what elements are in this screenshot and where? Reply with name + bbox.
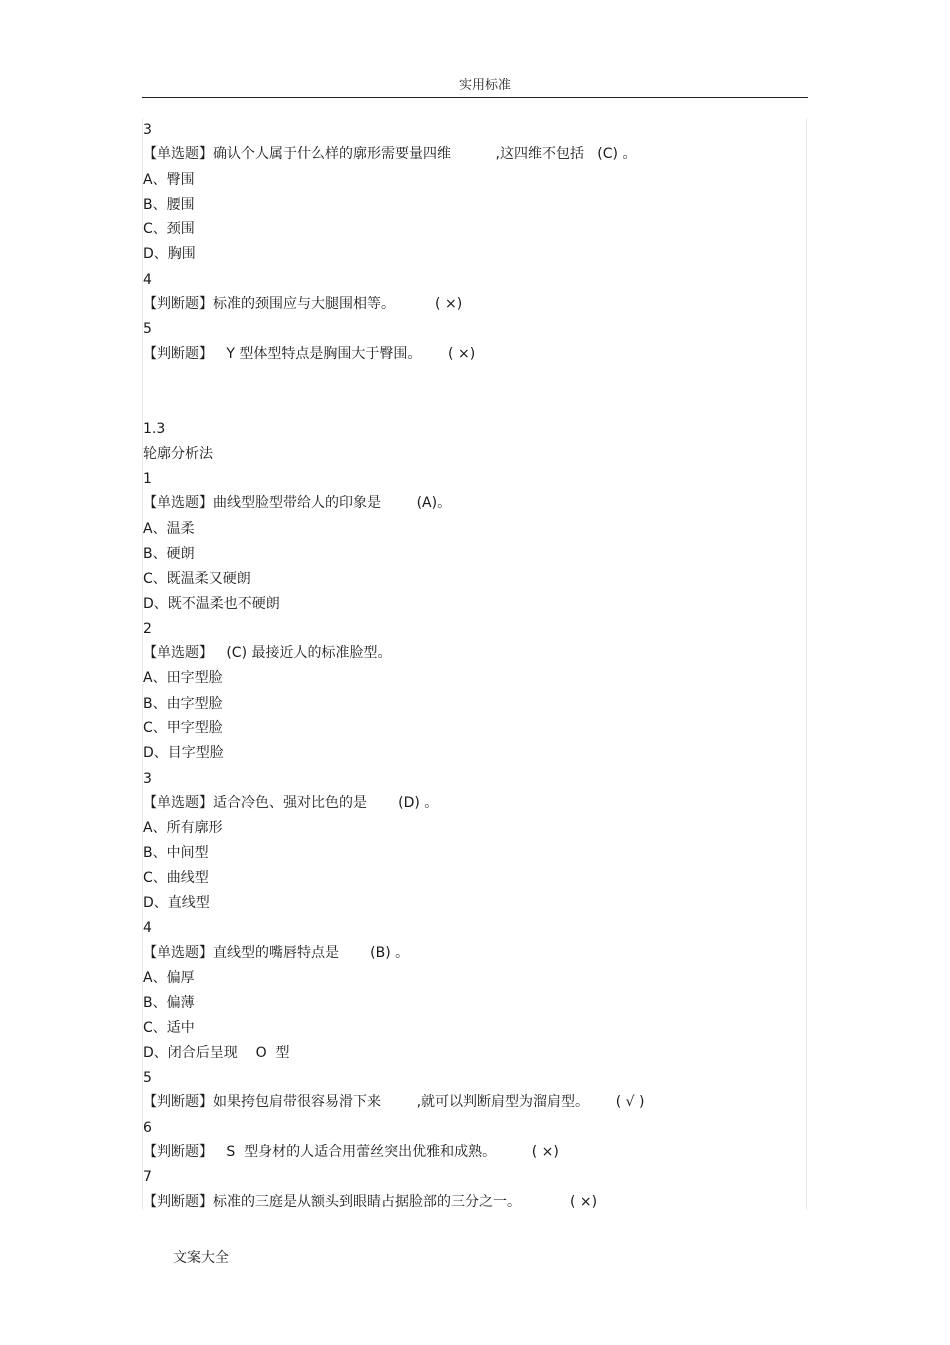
answer-option: B、偏薄 [143, 995, 195, 1011]
answer-option: D、闭合后呈现 O 型 [143, 1045, 290, 1061]
answer-option: B、腰围 [143, 197, 195, 213]
question-text: 【判断题】标准的颈围应与大腿围相等。 ( ×) [143, 296, 463, 312]
question-text: 【单选题】 (C) 最接近人的标准脸型。 [143, 645, 392, 661]
question-number: 6 [143, 1120, 152, 1136]
question-number: 5 [143, 1070, 152, 1086]
answer-option: C、曲线型 [143, 870, 209, 886]
answer-option: D、既不温柔也不硬朗 [143, 596, 280, 612]
question-number: 3 [143, 771, 152, 787]
question-number: 7 [143, 1169, 152, 1185]
answer-option: C、既温柔又硬朗 [143, 571, 251, 587]
answer-option: C、甲字型脸 [143, 720, 223, 736]
page-header-title: 实用标准 [458, 78, 511, 93]
page-footer: 文案大全 [173, 1250, 229, 1266]
question-text: 【单选题】确认个人属于什么样的廓形需要量四维 ,这四维不包括 (C) 。 [143, 146, 637, 162]
answer-option: A、偏厚 [143, 970, 195, 986]
question-number: 4 [143, 920, 152, 936]
question-text: 【判断题】 S 型身材的人适合用蕾丝突出优雅和成熟。 ( ×) [143, 1144, 559, 1160]
question-number: 1 [143, 471, 152, 487]
answer-option: A、所有廓形 [143, 820, 223, 836]
question-number: 3 [143, 122, 152, 138]
section-number: 1.3 [143, 421, 166, 437]
question-text: 【判断题】如果挎包肩带很容易滑下来 ,就可以判断肩型为溜肩型。 ( √ ) [143, 1094, 645, 1110]
question-text: 【判断题】 Y 型体型特点是胸围大于臀围。 ( ×) [143, 346, 476, 362]
answer-option: B、硬朗 [143, 546, 195, 562]
question-number: 2 [143, 621, 152, 637]
question-number: 4 [143, 272, 152, 288]
answer-option: C、适中 [143, 1020, 195, 1036]
answer-option: D、目字型脸 [143, 745, 224, 761]
question-text: 【单选题】适合冷色、强对比色的是 (D) 。 [143, 795, 439, 811]
section-title: 轮廓分析法 [143, 446, 213, 462]
answer-option: B、由字型脸 [143, 696, 223, 712]
question-text: 【判断题】标准的三庭是从额头到眼睛占据脸部的三分之一。 ( ×) [143, 1194, 598, 1210]
question-number: 5 [143, 321, 152, 337]
question-text: 【单选题】曲线型脸型带给人的印象是 (A)。 [143, 495, 452, 511]
answer-option: A、温柔 [143, 521, 195, 537]
answer-option: C、颈围 [143, 221, 195, 237]
question-text: 【单选题】直线型的嘴唇特点是 (B) 。 [143, 945, 410, 961]
answer-option: D、胸围 [143, 246, 196, 262]
answer-option: A、田字型脸 [143, 670, 223, 686]
answer-option: D、直线型 [143, 895, 210, 911]
answer-option: A、臀围 [143, 172, 195, 188]
answer-option: B、中间型 [143, 845, 209, 861]
